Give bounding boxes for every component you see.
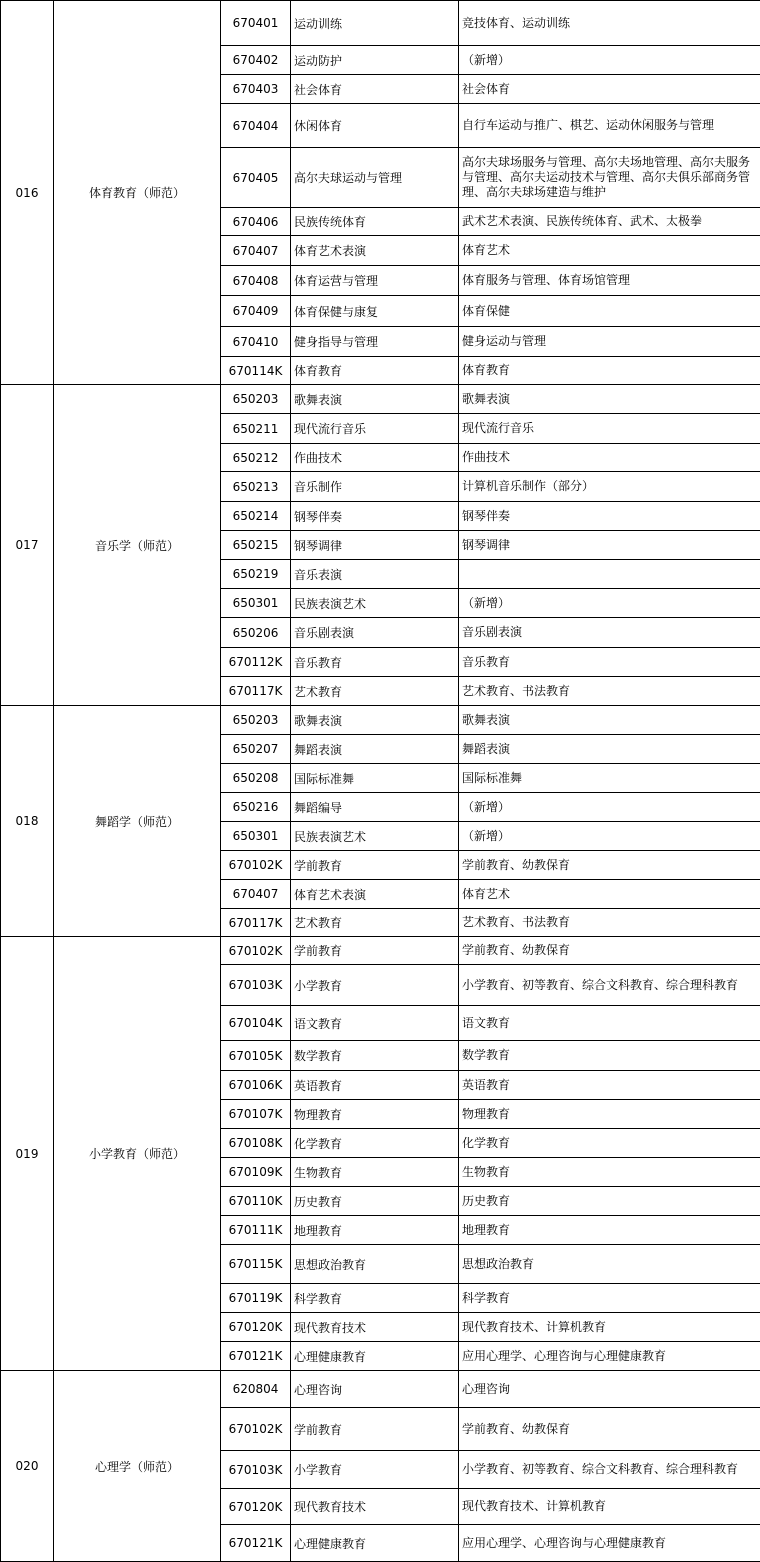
major-code: 670120K: [221, 1489, 291, 1525]
major-name: 歌舞表演: [291, 706, 459, 735]
major-name: 民族表演艺术: [291, 589, 459, 618]
major-name: 体育运营与管理: [291, 266, 459, 296]
major-name: 国际标准舞: [291, 764, 459, 793]
major-code: 670105K: [221, 1041, 291, 1071]
major-name: 钢琴调律: [291, 531, 459, 560]
major-name: 语文教育: [291, 1006, 459, 1041]
major-code: 670121K: [221, 1525, 291, 1562]
major-code: 650212: [221, 444, 291, 472]
major-code: 670109K: [221, 1158, 291, 1187]
major-name: 心理健康教育: [291, 1525, 459, 1562]
major-name: 小学教育: [291, 1451, 459, 1489]
original-majors: 数学教育: [459, 1041, 760, 1071]
major-code: 650301: [221, 589, 291, 618]
table-row: [1, 385, 760, 414]
major-code: 670117K: [221, 677, 291, 706]
major-name: 物理教育: [291, 1100, 459, 1129]
major-code: 670104K: [221, 1006, 291, 1041]
original-majors: 学前教育、幼教保育: [459, 937, 760, 965]
major-code: 650203: [221, 385, 291, 414]
original-majors: 钢琴调律: [459, 531, 760, 560]
original-majors: 科学教育: [459, 1284, 760, 1313]
major-name: 民族表演艺术: [291, 822, 459, 851]
major-code: 670111K: [221, 1216, 291, 1245]
major-name: 化学教育: [291, 1129, 459, 1158]
major-name: 思想政治教育: [291, 1245, 459, 1284]
original-majors: 社会体育: [459, 75, 760, 104]
major-code: 670108K: [221, 1129, 291, 1158]
major-name: 体育艺术表演: [291, 236, 459, 266]
major-name: 心理咨询: [291, 1371, 459, 1408]
major-code: 670119K: [221, 1284, 291, 1313]
major-code: 670112K: [221, 648, 291, 677]
group-code: 016: [1, 1, 54, 385]
major-name: 音乐剧表演: [291, 618, 459, 648]
major-name: 现代教育技术: [291, 1489, 459, 1525]
original-majors: 自行车运动与推广、棋艺、运动休闲服务与管理: [459, 104, 760, 148]
major-name: 现代教育技术: [291, 1313, 459, 1342]
major-name: 歌舞表演: [291, 385, 459, 414]
original-majors: 歌舞表演: [459, 706, 760, 735]
original-majors: 应用心理学、心理咨询与心理健康教育: [459, 1525, 760, 1562]
major-name: 英语教育: [291, 1071, 459, 1100]
major-name: 作曲技术: [291, 444, 459, 472]
group-name: 舞蹈学（师范）: [54, 706, 221, 937]
major-name: 学前教育: [291, 937, 459, 965]
major-name: 社会体育: [291, 75, 459, 104]
major-name: 学前教育: [291, 851, 459, 880]
original-majors: 语文教育: [459, 1006, 760, 1041]
original-majors: 武术艺术表演、民族传统体育、武术、太极拳: [459, 208, 760, 236]
major-code: 670410: [221, 327, 291, 357]
original-majors: 体育艺术: [459, 236, 760, 266]
original-majors: 音乐剧表演: [459, 618, 760, 648]
group-name: 小学教育（师范）: [54, 937, 221, 1371]
original-majors: 体育服务与管理、体育场馆管理: [459, 266, 760, 296]
major-name: 舞蹈表演: [291, 735, 459, 764]
major-name: 健身指导与管理: [291, 327, 459, 357]
original-majors: 艺术教育、书法教育: [459, 677, 760, 706]
original-majors: 心理咨询: [459, 1371, 760, 1408]
major-code: 670401: [221, 1, 291, 46]
major-name: 体育保健与康复: [291, 296, 459, 327]
major-name: 运动训练: [291, 1, 459, 46]
original-majors: 生物教育: [459, 1158, 760, 1187]
original-majors: 物理教育: [459, 1100, 760, 1129]
group-code: 018: [1, 706, 54, 937]
major-name: 民族传统体育: [291, 208, 459, 236]
major-code: 670117K: [221, 909, 291, 937]
original-majors: 计算机音乐制作（部分）: [459, 472, 760, 502]
major-code: 670404: [221, 104, 291, 148]
major-name: 科学教育: [291, 1284, 459, 1313]
major-code: 650214: [221, 502, 291, 531]
major-code: 650203: [221, 706, 291, 735]
major-code: 670407: [221, 236, 291, 266]
major-name: 音乐表演: [291, 560, 459, 589]
original-majors: 国际标准舞: [459, 764, 760, 793]
group-name: 音乐学（师范）: [54, 385, 221, 706]
major-name: 生物教育: [291, 1158, 459, 1187]
original-majors: （新增）: [459, 589, 760, 618]
major-code: 650208: [221, 764, 291, 793]
major-name: 艺术教育: [291, 909, 459, 937]
major-name: 体育教育: [291, 357, 459, 385]
major-code: 670408: [221, 266, 291, 296]
original-majors: 现代教育技术、计算机教育: [459, 1489, 760, 1525]
major-name: 音乐教育: [291, 648, 459, 677]
major-code: 650301: [221, 822, 291, 851]
major-code: 650206: [221, 618, 291, 648]
major-code: 670406: [221, 208, 291, 236]
major-code: 650219: [221, 560, 291, 589]
major-name: 舞蹈编导: [291, 793, 459, 822]
original-majors: 钢琴伴奏: [459, 502, 760, 531]
major-code: 670107K: [221, 1100, 291, 1129]
original-majors: 地理教育: [459, 1216, 760, 1245]
major-code: 670403: [221, 75, 291, 104]
original-majors: 作曲技术: [459, 444, 760, 472]
major-code: 650213: [221, 472, 291, 502]
original-majors: 健身运动与管理: [459, 327, 760, 357]
original-majors: （新增）: [459, 793, 760, 822]
original-majors: 小学教育、初等教育、综合文科教育、综合理科教育: [459, 965, 760, 1006]
original-majors: 竞技体育、运动训练: [459, 1, 760, 46]
major-code: 670121K: [221, 1342, 291, 1371]
original-majors: 化学教育: [459, 1129, 760, 1158]
original-majors: 舞蹈表演: [459, 735, 760, 764]
group-code: 019: [1, 937, 54, 1371]
table-row: [1, 1371, 760, 1408]
major-name: 历史教育: [291, 1187, 459, 1216]
major-code: 670102K: [221, 937, 291, 965]
major-code: 670120K: [221, 1313, 291, 1342]
major-name: 艺术教育: [291, 677, 459, 706]
major-code: 670115K: [221, 1245, 291, 1284]
major-code: 670110K: [221, 1187, 291, 1216]
major-code: 620804: [221, 1371, 291, 1408]
group-name: 体育教育（师范）: [54, 1, 221, 385]
original-majors: 英语教育: [459, 1071, 760, 1100]
major-code: 650211: [221, 414, 291, 444]
major-name: 心理健康教育: [291, 1342, 459, 1371]
major-code: 670102K: [221, 851, 291, 880]
original-majors: 学前教育、幼教保育: [459, 851, 760, 880]
major-name: 体育艺术表演: [291, 880, 459, 909]
major-name: 学前教育: [291, 1408, 459, 1451]
group-name: 心理学（师范）: [54, 1371, 221, 1562]
table-row: [1, 937, 760, 965]
original-majors: 体育艺术: [459, 880, 760, 909]
original-majors: 音乐教育: [459, 648, 760, 677]
major-code: 670402: [221, 46, 291, 75]
group-code: 020: [1, 1371, 54, 1562]
original-majors: 现代流行音乐: [459, 414, 760, 444]
major-name: 钢琴伴奏: [291, 502, 459, 531]
original-majors: 高尔夫球场服务与管理、高尔夫场地管理、高尔夫服务与管理、高尔夫运动技术与管理、高尔夫俱乐部商务管理、高尔夫球场建造与维护: [459, 148, 760, 208]
original-majors: 现代教育技术、计算机教育: [459, 1313, 760, 1342]
group-code: 017: [1, 385, 54, 706]
major-name: 休闲体育: [291, 104, 459, 148]
original-majors: 体育教育: [459, 357, 760, 385]
major-code: 670405: [221, 148, 291, 208]
original-majors: （新增）: [459, 46, 760, 75]
major-name: 小学教育: [291, 965, 459, 1006]
major-code: 670103K: [221, 1451, 291, 1489]
major-name: 高尔夫球运动与管理: [291, 148, 459, 208]
original-majors: 小学教育、初等教育、综合文科教育、综合理科教育: [459, 1451, 760, 1489]
major-name: 数学教育: [291, 1041, 459, 1071]
major-name: 音乐制作: [291, 472, 459, 502]
major-code: 670114K: [221, 357, 291, 385]
major-code: 670407: [221, 880, 291, 909]
major-code: 670409: [221, 296, 291, 327]
major-name: 运动防护: [291, 46, 459, 75]
major-name: 地理教育: [291, 1216, 459, 1245]
table-body: [1, 1, 760, 1562]
original-majors: 艺术教育、书法教育: [459, 909, 760, 937]
original-majors: 学前教育、幼教保育: [459, 1408, 760, 1451]
original-majors: 思想政治教育: [459, 1245, 760, 1284]
table-row: [1, 1, 760, 46]
original-majors: 历史教育: [459, 1187, 760, 1216]
original-majors: 歌舞表演: [459, 385, 760, 414]
major-code: 670103K: [221, 965, 291, 1006]
original-majors: 体育保健: [459, 296, 760, 327]
major-name: 现代流行音乐: [291, 414, 459, 444]
major-code: 670106K: [221, 1071, 291, 1100]
original-majors: 应用心理学、心理咨询与心理健康教育: [459, 1342, 760, 1371]
major-code: 650207: [221, 735, 291, 764]
major-code: 670102K: [221, 1408, 291, 1451]
major-code: 650216: [221, 793, 291, 822]
original-majors: [459, 560, 760, 589]
original-majors: （新增）: [459, 822, 760, 851]
major-code: 650215: [221, 531, 291, 560]
table-row: [1, 706, 760, 735]
